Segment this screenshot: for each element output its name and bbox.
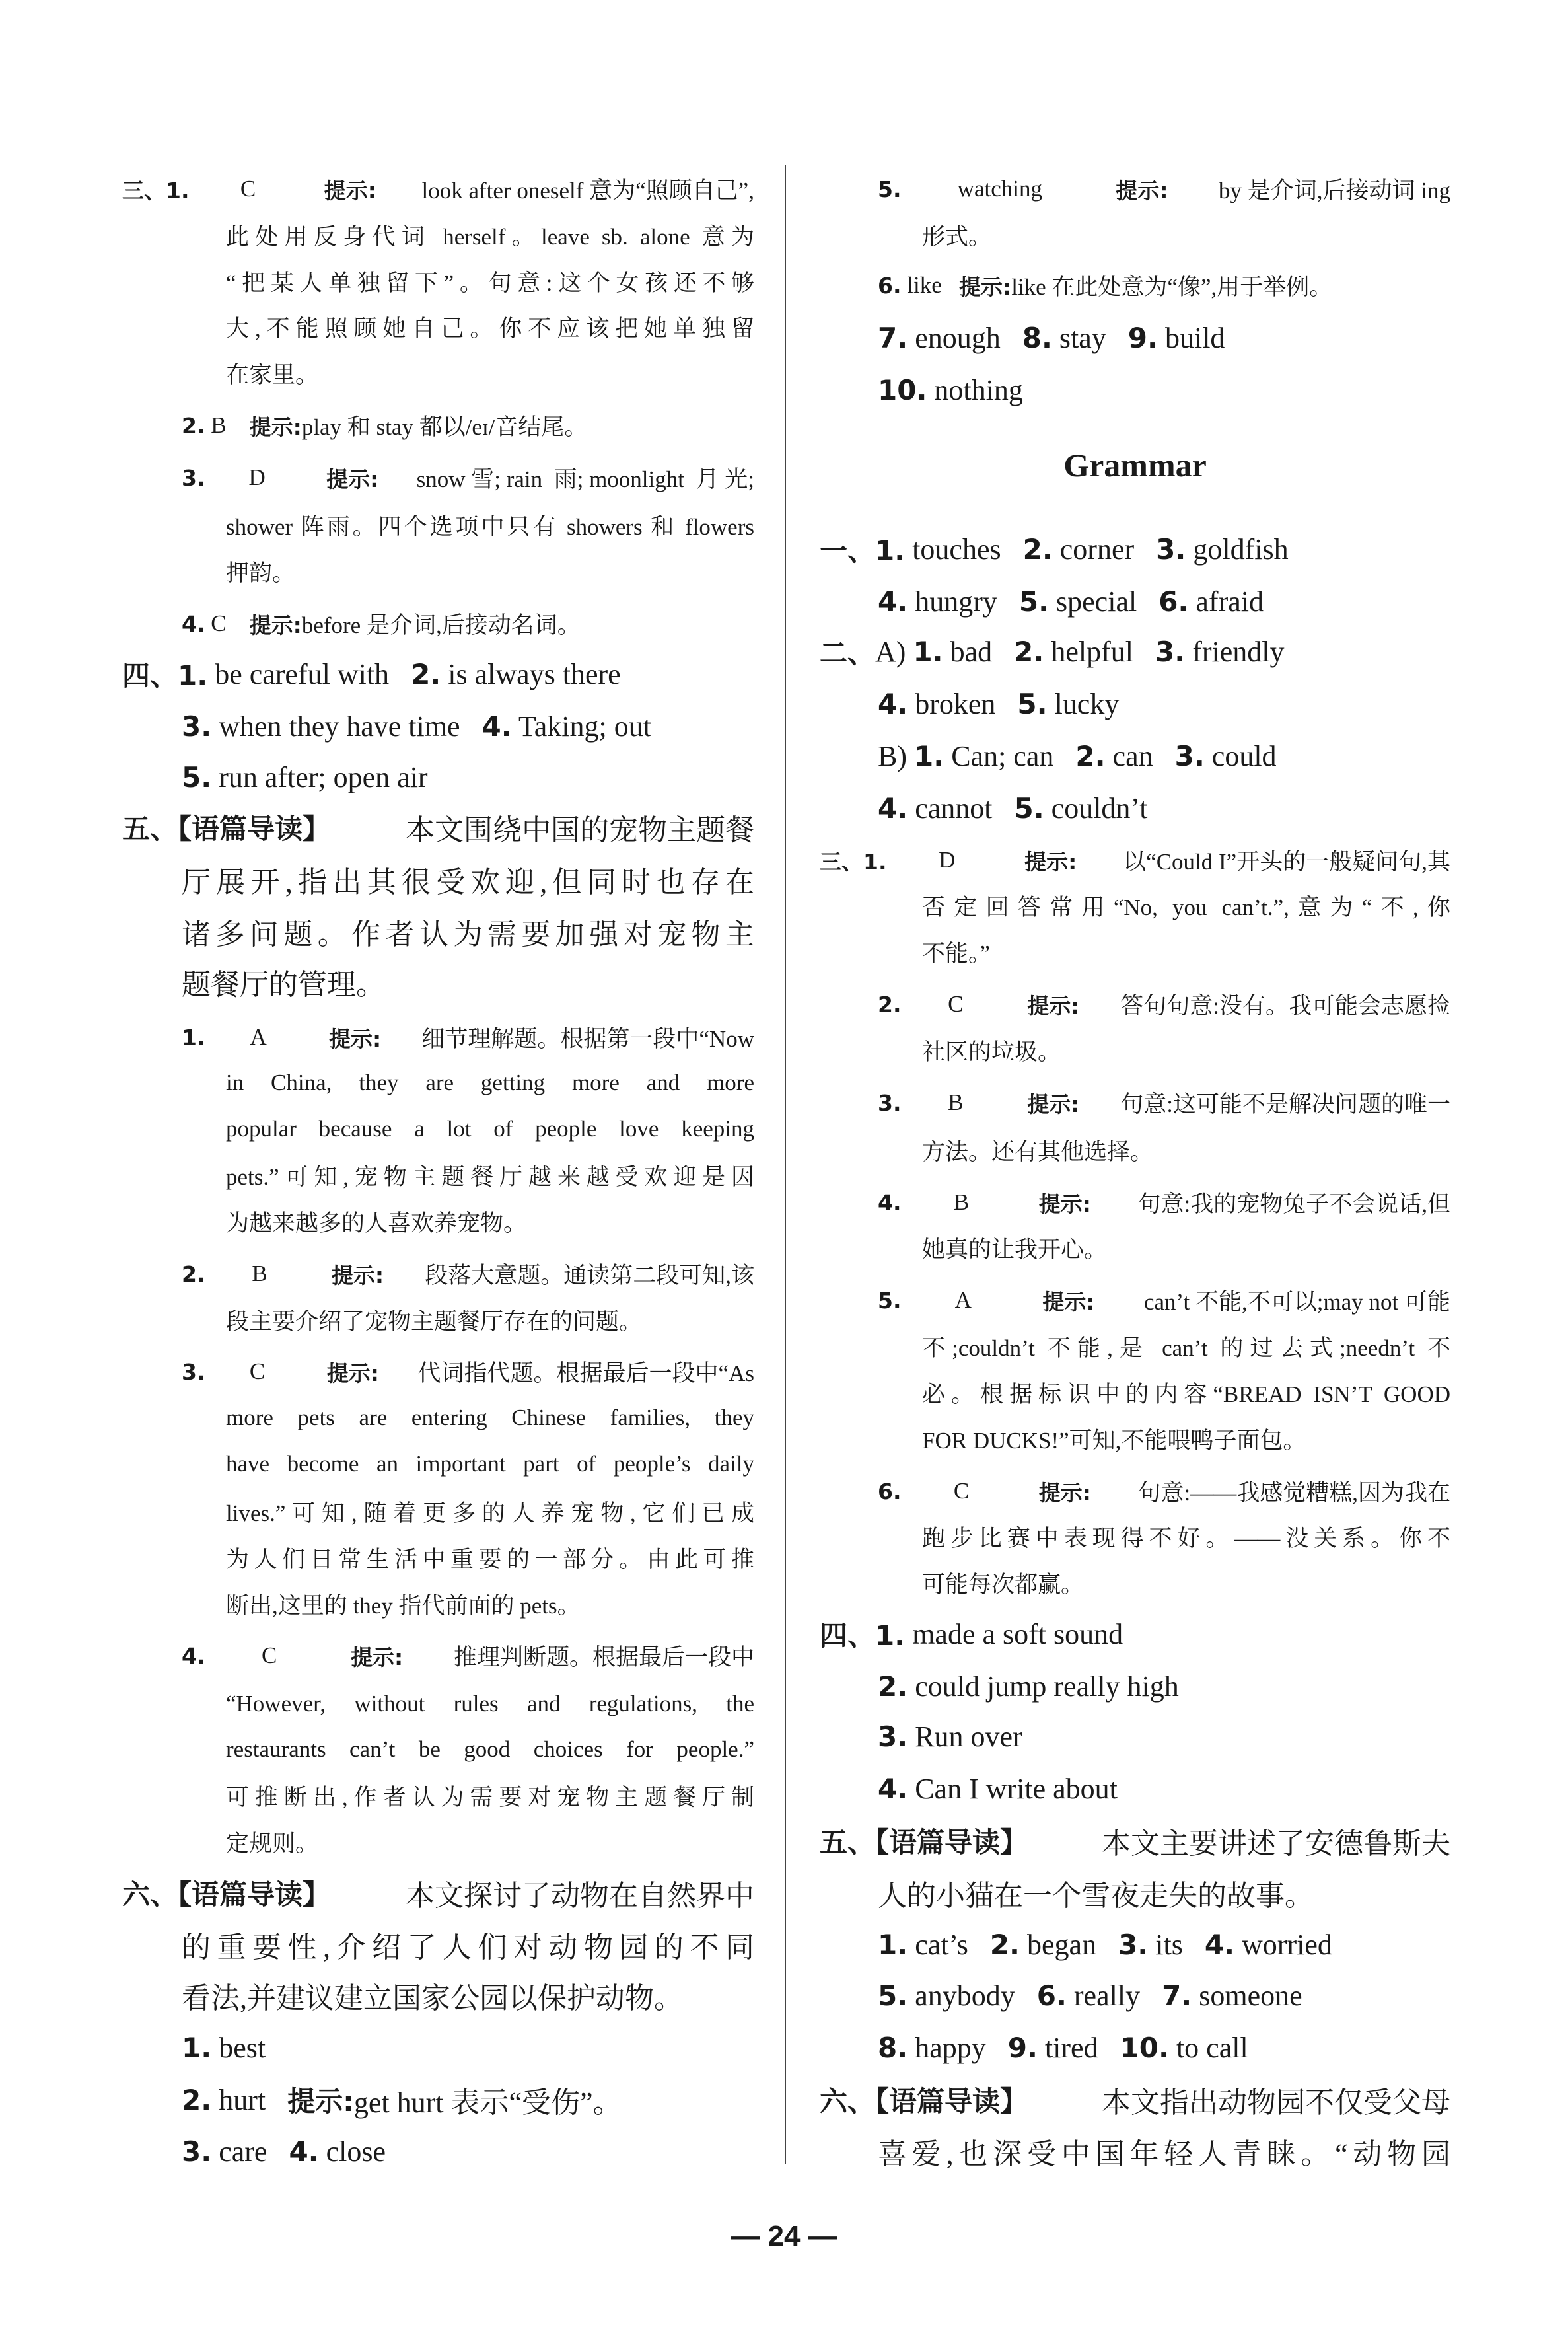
- answer-text: 押韵。: [226, 560, 296, 586]
- answer-text: Run over: [908, 1720, 1022, 1753]
- label-text: 2.: [1022, 533, 1053, 566]
- answer-text: 在家里。: [226, 362, 319, 388]
- answer-text: 为人们日常生活中重要的一部分。由此可推: [226, 1547, 754, 1572]
- answer-line: [122, 168, 754, 210]
- answer-line: [226, 1299, 642, 1341]
- answer-text: run after; open air: [211, 760, 428, 793]
- answer-text: 的重要性,介绍了人们对动物园的不同: [182, 1931, 754, 1964]
- answer-text: play 和 stay 都以/eɪ/音结尾。: [301, 414, 588, 440]
- answer-text: 本文指出动物园不仅受父母: [1102, 2086, 1450, 2119]
- label-text: 8.: [1022, 321, 1052, 354]
- answer-text: hurt: [211, 2083, 288, 2116]
- label-text: 2.: [878, 991, 902, 1017]
- answer-line: [226, 1397, 754, 1439]
- answer-text: 以“Could I”开头的一般疑问句,其: [1123, 849, 1450, 875]
- answer-text: “However, without rules and regulations, the: [226, 1691, 754, 1716]
- answer-line: [226, 260, 754, 303]
- label-text: 2.: [182, 1261, 205, 1287]
- answer-line: [182, 908, 754, 955]
- answer-line: [878, 1470, 1450, 1512]
- label-text: 5.: [182, 760, 212, 793]
- label-text: 3.: [182, 2135, 212, 2168]
- answer-text: B: [948, 1189, 993, 1215]
- answer-line: [182, 959, 385, 1005]
- answer-line: [182, 457, 754, 499]
- answer-text: close: [318, 2135, 386, 2168]
- answer-text: cannot: [908, 792, 1015, 825]
- answer-line: [878, 1279, 1450, 1321]
- answer-text: before 是介词,后接动名词。: [301, 612, 581, 638]
- label-text: 7.: [878, 321, 908, 354]
- answer-text: snow 雪; rain 雨; moonlight 月 光;: [416, 466, 754, 492]
- answer-text: couldn’t: [1044, 792, 1148, 825]
- answer-line: [122, 1870, 754, 1916]
- label-text: 3.: [878, 1720, 908, 1753]
- answer-line: [922, 1029, 1061, 1072]
- label-text: 4.: [878, 585, 908, 618]
- answer-line: [878, 2024, 1248, 2071]
- answer-line: [922, 1516, 1450, 1558]
- label-text: 6.: [1036, 1979, 1067, 2012]
- answer-line: [820, 839, 1450, 881]
- answer-line: [182, 603, 581, 645]
- answer-text: care: [211, 2135, 289, 2168]
- answer-line: [878, 1181, 1450, 1224]
- answer-text: special: [1049, 585, 1159, 618]
- label-text: 6.: [878, 1478, 902, 1504]
- label-text: 1.: [182, 1024, 205, 1051]
- answer-text: B): [878, 739, 914, 772]
- label-text: 提示:: [1116, 177, 1168, 203]
- answer-line: [226, 504, 754, 546]
- answer-text: 可推断出,作者认为需要对宠物主题餐厅制: [226, 1785, 754, 1810]
- answer-line: [182, 856, 754, 903]
- answer-text: Can; can: [944, 739, 1076, 772]
- label-text: 4.: [878, 1189, 902, 1216]
- label-text: 5.: [1014, 792, 1044, 825]
- answer-line: [226, 1491, 754, 1533]
- answer-text: FOR DUCKS!”可知,不能喂鸭子面包。: [922, 1428, 1306, 1454]
- answer-text: 代词指代题。根据最后一段中“As: [417, 1360, 754, 1386]
- answer-line: [820, 1611, 1123, 1657]
- label-text: 2.: [878, 1670, 908, 1703]
- label-text: 6.: [878, 272, 902, 299]
- answer-text: C: [948, 1478, 993, 1504]
- answer-line: [226, 1443, 754, 1485]
- label-text: 8.: [878, 2031, 908, 2064]
- answer-text: can: [1105, 739, 1175, 772]
- answer-line: [182, 1016, 754, 1058]
- label-text: 3.: [182, 464, 205, 491]
- answer-text: someone: [1192, 1979, 1302, 2012]
- answer-text: afraid: [1188, 585, 1264, 618]
- answer-text: A): [875, 635, 913, 668]
- label-text: 提示:: [324, 177, 376, 203]
- answer-text: 可能每次都赢。: [922, 1572, 1085, 1598]
- label-text: 四、1.: [122, 659, 208, 692]
- answer-text: 方法。还有其他选择。: [922, 1139, 1154, 1165]
- answer-text: build: [1157, 321, 1225, 354]
- label-text: 三、1.: [820, 848, 887, 875]
- answer-text: 本文探讨了动物在自然界中: [406, 1880, 754, 1912]
- answer-text: 题餐厅的管理。: [182, 969, 385, 1001]
- answer-line: [122, 804, 754, 850]
- label-text: 2.: [1075, 739, 1106, 772]
- answer-line: [878, 168, 1450, 210]
- answer-line: [922, 931, 990, 973]
- answer-text: goldfish: [1186, 533, 1289, 566]
- answer-text: began: [1020, 1928, 1119, 1961]
- answer-text: best: [211, 2031, 266, 2064]
- answer-text: 形式。: [922, 224, 992, 250]
- answer-line: [922, 214, 991, 256]
- answer-line: [226, 1062, 754, 1104]
- label-text: 3.: [1156, 533, 1186, 566]
- label-text: 提示:: [1024, 848, 1077, 875]
- label-text: 1.: [914, 739, 944, 772]
- answer-text: C: [205, 610, 250, 636]
- answer-text: 定规则。: [226, 1831, 319, 1857]
- answer-line: [122, 651, 621, 697]
- answer-line: [820, 526, 1289, 572]
- label-text: 2.: [182, 2083, 212, 2116]
- answer-text: pets.”可知,宠物主题餐厅越来越受欢迎是因: [226, 1164, 754, 1190]
- answer-line: [878, 733, 1277, 779]
- answer-text: 句意:我的宠物兔子不会说话,但: [1137, 1191, 1450, 1217]
- label-text: 提示:: [1027, 1091, 1080, 1117]
- answer-line: [182, 1350, 754, 1393]
- label-text: 3.: [182, 1358, 205, 1385]
- answer-line: [878, 983, 1450, 1025]
- label-text: 提示:: [331, 1262, 384, 1288]
- answer-text: A: [245, 1024, 289, 1050]
- answer-line: [922, 885, 1450, 927]
- answer-line: [226, 1154, 754, 1197]
- label-text: 4.: [182, 610, 205, 637]
- answer-text: broken: [908, 687, 1018, 720]
- answer-line: [182, 2077, 622, 2123]
- answer-text: be careful with: [207, 657, 411, 690]
- label-text: 提示:: [326, 1360, 379, 1386]
- answer-text: happy: [908, 2031, 1008, 2064]
- answer-line: [922, 1418, 1306, 1460]
- answer-line: [182, 2128, 386, 2174]
- answer-line: [226, 352, 318, 394]
- label-text: 二、: [820, 637, 876, 669]
- label-text: 五、【语篇导读】: [122, 813, 331, 845]
- label-text: 2.: [1014, 635, 1044, 668]
- label-text: 一、1.: [820, 535, 906, 567]
- answer-text: 跑步比赛中表现得不好。——没关系。你不: [922, 1526, 1450, 1551]
- answer-line: [226, 1200, 526, 1243]
- answer-text: look after oneself 意为“照顾自己”,: [421, 178, 754, 203]
- answer-text: 推理判断题。根据最后一段中: [453, 1644, 754, 1670]
- label-text: 3.: [1174, 739, 1205, 772]
- label-text: 提示:: [958, 274, 1012, 300]
- label-text: 4.: [878, 687, 908, 720]
- answer-text: 必。根据标识中的内容“BREAD ISN’T GOOD: [922, 1382, 1450, 1407]
- label-text: 三、1.: [122, 177, 190, 203]
- label-text: 4.: [289, 2135, 319, 2168]
- label-text: 2.: [182, 412, 205, 439]
- answer-line: [182, 1635, 754, 1677]
- label-text: 10.: [1120, 2031, 1169, 2064]
- label-text: 提示:: [1038, 1191, 1091, 1217]
- answer-text: Can I write about: [908, 1772, 1118, 1805]
- answer-line: [182, 1253, 754, 1295]
- label-text: 六、【语篇导读】: [122, 1878, 331, 1911]
- label-text: 3.: [878, 1089, 902, 1116]
- answer-line: [182, 404, 587, 447]
- label-text: 5.: [1018, 585, 1050, 618]
- section-title-grammar: Grammar: [1063, 447, 1207, 484]
- answer-text: 社区的垃圾。: [922, 1039, 1061, 1065]
- label-text: 5.: [878, 176, 902, 202]
- answer-text: 看法,并建议建立国家公园以保护动物。: [182, 1982, 683, 2014]
- answer-text: really: [1066, 1979, 1162, 2012]
- answer-text: 断出,这里的 they 指代前面的 pets。: [226, 1593, 581, 1619]
- label-text: 4.: [878, 792, 908, 825]
- answer-text: when they have time: [211, 710, 482, 743]
- answer-text: lives.”可知,随着更多的人养宠物,它们已成: [226, 1500, 754, 1526]
- answer-text: 句意:——我感觉糟糕,因为我在: [1137, 1480, 1450, 1506]
- answer-text: in China, they are getting more and more: [226, 1070, 754, 1095]
- answer-text: friendly: [1185, 635, 1285, 668]
- answer-line: [878, 2128, 1450, 2174]
- answer-text: get hurt 表示“受伤”。: [353, 2086, 622, 2119]
- label-text: 4.: [481, 710, 512, 743]
- answer-text: shower 阵雨。四个选项中只有 showers 和 flowers: [226, 514, 754, 540]
- answer-text: C: [234, 176, 279, 202]
- answer-text: its: [1148, 1928, 1205, 1961]
- label-text: 5.: [1017, 687, 1048, 720]
- label-text: 2.: [411, 657, 441, 690]
- label-text: 10.: [878, 373, 927, 406]
- answer-text: made a soft sound: [905, 1617, 1123, 1650]
- label-text: 4.: [1204, 1928, 1235, 1961]
- answer-line: [922, 1562, 1084, 1604]
- page-number: — 24 —: [731, 2220, 837, 2252]
- answer-text: more pets are entering Chinese families, they: [226, 1405, 754, 1430]
- answer-text: could: [1204, 739, 1277, 772]
- answer-text: touches: [905, 533, 1023, 566]
- answer-line: [922, 1129, 1153, 1171]
- label-text: 7.: [1162, 1979, 1192, 2012]
- answer-text: 厅展开,指出其很受欢迎,但同时也存在: [182, 866, 754, 899]
- label-text: 3.: [1155, 635, 1186, 668]
- answer-text: B: [942, 1089, 987, 1115]
- answer-text: 否定回答常用“No, you can’t.”,意为“不,你: [922, 895, 1450, 920]
- label-text: 3.: [1118, 1928, 1149, 1961]
- answer-text: hungry: [908, 585, 1019, 618]
- answer-text: to call: [1168, 2031, 1248, 2064]
- answer-line: [226, 1108, 754, 1150]
- answer-line: [878, 367, 1023, 413]
- answer-line: [878, 264, 1332, 307]
- answer-text: 段落大意题。通读第二段可知,该: [425, 1263, 754, 1288]
- answer-text: 不;couldn’t 不能,是 can’t 的过去式;needn’t 不: [922, 1335, 1450, 1361]
- answer-line: [226, 1775, 754, 1817]
- answer-line: [226, 306, 754, 348]
- answer-text: 本文围绕中国的宠物主题餐: [406, 814, 754, 846]
- answer-text: 喜爱,也深受中国年轻人青睐。“动物园: [878, 2138, 1450, 2170]
- answer-line: [820, 1818, 1450, 1864]
- answer-text: have become an important part of people’s daily: [226, 1451, 754, 1477]
- answer-text: stay: [1051, 321, 1128, 354]
- label-text: 9.: [1127, 321, 1158, 354]
- answer-line: [182, 703, 651, 749]
- answer-line: [878, 1870, 1314, 1916]
- label-text: 提示:: [1042, 1288, 1095, 1315]
- answer-text: C: [942, 991, 987, 1017]
- answer-text: 人的小猫在一个雪夜走失的故事。: [878, 1880, 1314, 1912]
- answer-line: [226, 1583, 581, 1625]
- answer-line: [878, 785, 1148, 831]
- label-text: 提示:: [249, 612, 302, 638]
- answer-text: B: [205, 412, 250, 438]
- answer-line: [878, 1082, 1450, 1124]
- answer-text: 细节理解题。根据第一段中“Now: [421, 1026, 754, 1052]
- label-text: 提示:: [326, 466, 379, 492]
- label-text: 提示:: [287, 2085, 354, 2118]
- label-text: 五、【语篇导读】: [820, 1826, 1028, 1859]
- label-text: 提示:: [1038, 1479, 1091, 1506]
- label-text: 2.: [989, 1928, 1020, 1961]
- label-text: 提示:: [351, 1644, 404, 1670]
- label-text: 5.: [878, 1979, 908, 2012]
- label-text: 4.: [182, 1642, 205, 1669]
- answer-line: [878, 314, 1225, 361]
- label-text: 六、【语篇导读】: [820, 2085, 1028, 2118]
- answer-line: [182, 754, 428, 800]
- label-text: 1.: [878, 1928, 908, 1961]
- answer-line: [226, 550, 295, 593]
- answer-text: nothing: [927, 373, 1023, 406]
- answer-line: [182, 2024, 266, 2071]
- answer-text: 本文主要讲述了安德鲁斯夫: [1102, 1827, 1450, 1860]
- answer-line: [878, 1765, 1118, 1812]
- label-text: 提示:: [329, 1025, 382, 1052]
- answer-text: Taking; out: [511, 710, 651, 743]
- answer-text: could jump really high: [908, 1670, 1179, 1703]
- answer-text: 答句句意:没有。我可能会志愿捡: [1120, 993, 1450, 1019]
- answer-line: [922, 1372, 1450, 1414]
- label-text: 四、1.: [820, 1619, 906, 1652]
- answer-text: like 在此处意为“像”,用于举例。: [1011, 274, 1333, 300]
- answer-text: 大,不能照顾她自己。你不应该把她单独留: [226, 316, 754, 342]
- answer-text: bad: [943, 635, 1015, 668]
- answer-text: 为越来越多的人喜欢养宠物。: [226, 1210, 527, 1236]
- answer-text: C: [256, 1642, 301, 1668]
- answer-text: 不能。”: [922, 941, 991, 967]
- answer-line: [820, 2077, 1450, 2123]
- answer-text: “把某人单独留下”。句意:这个女孩还不够: [226, 270, 754, 296]
- answer-text: D: [242, 464, 289, 490]
- answer-text: helpful: [1044, 635, 1155, 668]
- label-text: 1.: [913, 635, 943, 668]
- answer-text: 她真的让我开心。: [922, 1237, 1108, 1263]
- answer-line: [878, 1713, 1022, 1759]
- answer-text: A: [950, 1287, 994, 1313]
- answer-text: by 是介词,后接动词 ing: [1219, 178, 1450, 203]
- answer-line: [226, 1683, 754, 1725]
- label-text: 9.: [1007, 2031, 1038, 2064]
- answer-line: [878, 1663, 1179, 1709]
- answer-line: [878, 1921, 1332, 1968]
- answer-text: corner: [1052, 533, 1157, 566]
- answer-text: cat’s: [908, 1928, 990, 1961]
- label-text: 6.: [1158, 585, 1189, 618]
- answer-line: [226, 1537, 754, 1579]
- answer-text: 诸多问题。作者认为需要加强对宠物主: [182, 918, 754, 951]
- answer-text: B: [246, 1261, 291, 1286]
- answer-line: [226, 1821, 318, 1863]
- answer-line: [182, 1921, 754, 1968]
- answer-text: restaurants can’t be good choices for people.”: [226, 1736, 754, 1762]
- label-text: 提示:: [1027, 992, 1080, 1019]
- answer-line: [820, 628, 1284, 675]
- answer-text: D: [933, 847, 979, 873]
- answer-line: [878, 578, 1264, 624]
- answer-text: worried: [1234, 1928, 1332, 1961]
- answer-line: [182, 1972, 683, 2018]
- answer-text: tired: [1037, 2031, 1120, 2064]
- answer-line: [226, 214, 754, 256]
- column-divider: [785, 165, 786, 2164]
- answer-text: 句意:这可能不是解决问题的唯一: [1120, 1091, 1450, 1117]
- answer-line: [226, 1728, 754, 1771]
- answer-text: 此处用反身代词 herself。leave sb. alone 意为: [226, 224, 754, 250]
- label-text: 3.: [182, 710, 212, 743]
- answer-line: [878, 681, 1119, 727]
- answer-text: watching: [951, 176, 1065, 202]
- answer-line: [922, 1325, 1450, 1368]
- label-text: 4.: [878, 1772, 908, 1805]
- answer-text: lucky: [1047, 687, 1120, 720]
- answer-text: popular because a lot of people love keeping: [226, 1116, 754, 1142]
- label-text: 1.: [182, 2031, 212, 2064]
- label-text: 5.: [878, 1287, 902, 1313]
- answer-text: is always there: [441, 657, 621, 690]
- answer-line: [922, 1227, 1107, 1269]
- answer-text: 段主要介绍了宠物主题餐厅存在的问题。: [226, 1309, 643, 1335]
- answer-line: [878, 1972, 1302, 2018]
- answer-text: C: [244, 1358, 289, 1384]
- label-text: 提示:: [249, 414, 302, 440]
- answer-text: like: [901, 272, 959, 298]
- answer-text: can’t 不能,不可以;may not 可能: [1143, 1289, 1450, 1315]
- answer-text: anybody: [908, 1979, 1037, 2012]
- answer-text: enough: [908, 321, 1022, 354]
